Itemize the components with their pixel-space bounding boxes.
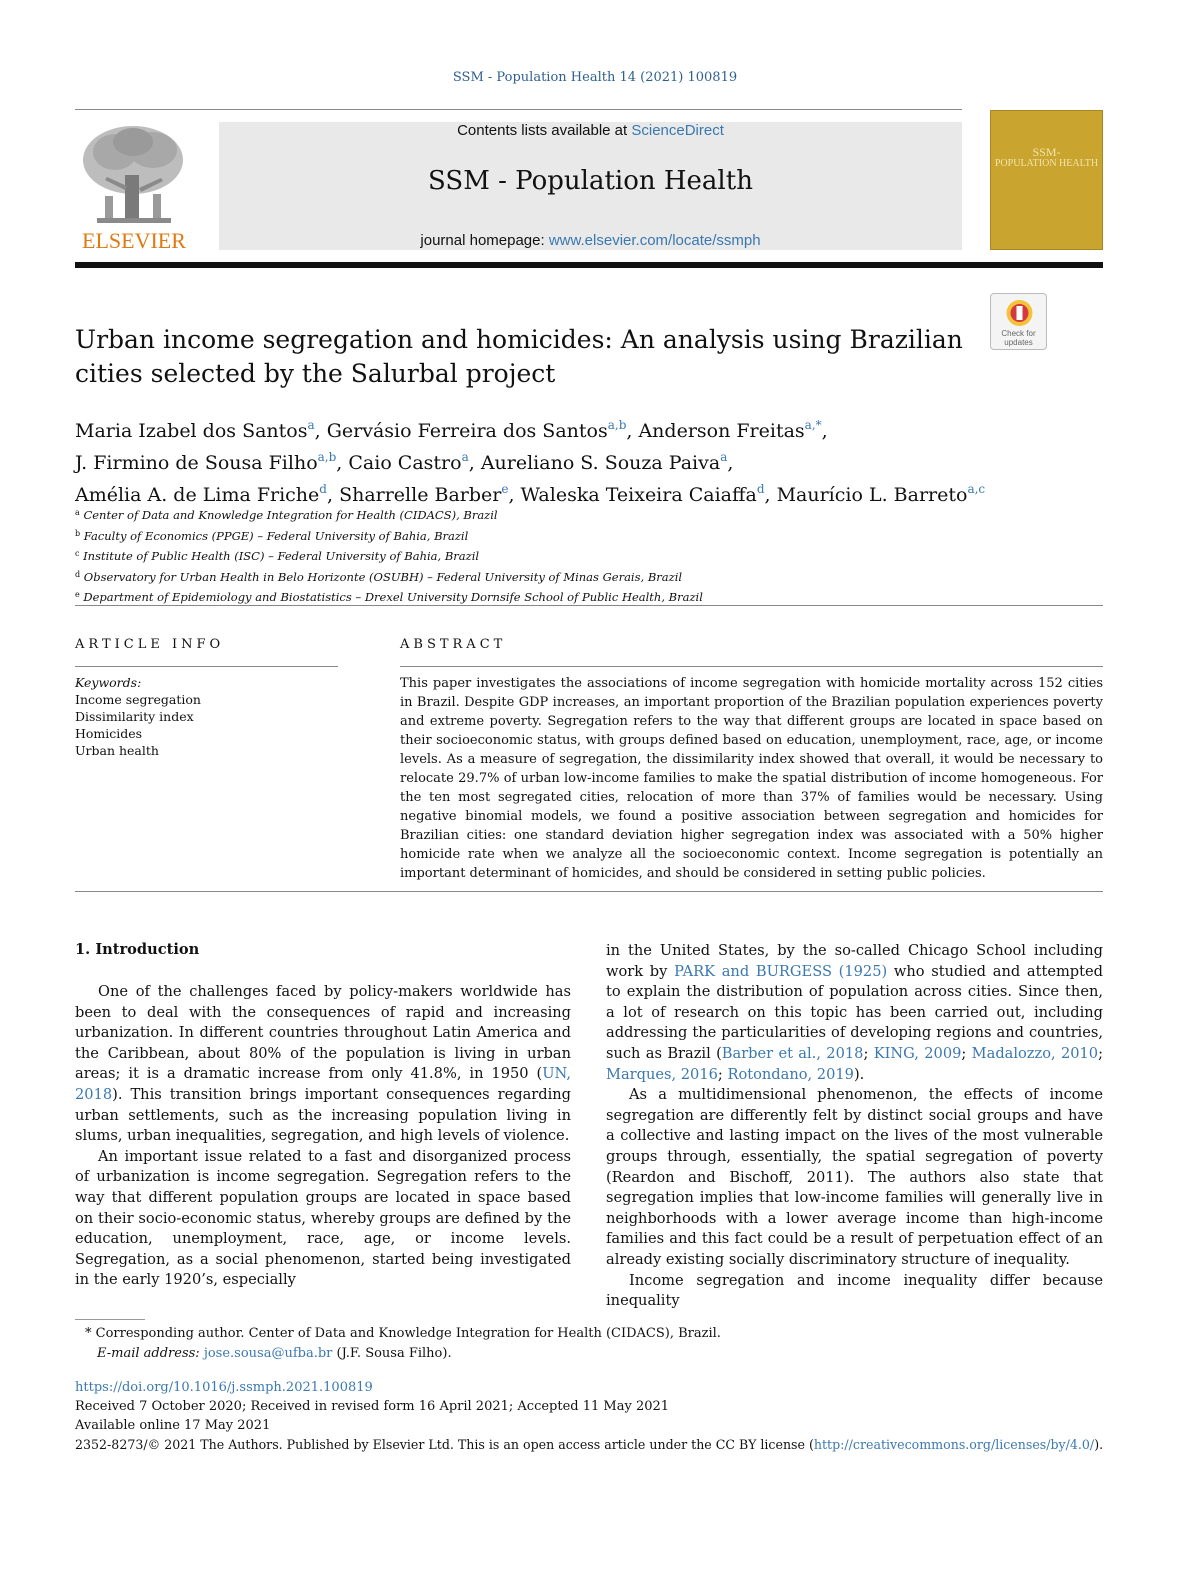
affiliations bbox=[75, 504, 1105, 607]
affiliation-item bbox=[75, 525, 1105, 546]
body-text: ; bbox=[961, 1044, 972, 1062]
crossmark-icon bbox=[991, 296, 1048, 332]
article-info-rule bbox=[75, 666, 338, 667]
elsevier-wordmark: ELSEVIER bbox=[82, 228, 186, 253]
footnote-rule bbox=[75, 1319, 145, 1320]
affiliation-marker: a bbox=[75, 508, 80, 517]
check-for-updates-badge[interactable] bbox=[990, 293, 1047, 350]
author-affiliation-marker[interactable]: a bbox=[307, 418, 315, 432]
author-name[interactable]: , Aureliano S. Souza Paiva bbox=[468, 452, 721, 474]
publication-info bbox=[75, 1378, 1105, 1454]
body-paragraph bbox=[75, 982, 571, 1147]
author-name[interactable]: J. Firmino de Sousa Filho bbox=[75, 452, 318, 474]
abstract-rule bbox=[400, 666, 1103, 667]
body-paragraph bbox=[606, 1085, 1103, 1270]
keywords-label: Keywords: bbox=[75, 675, 142, 690]
affiliation-text: Faculty of Economics (PPGE) – Federal University of Bahia, Brazil bbox=[83, 528, 469, 543]
check-updates-text-1: Check for bbox=[1001, 329, 1036, 338]
author-affiliation-marker[interactable]: a bbox=[720, 450, 728, 464]
abstract-end-rule bbox=[75, 891, 1103, 892]
journal-cover-image[interactable] bbox=[990, 110, 1103, 250]
author-list bbox=[75, 412, 1105, 508]
affiliation-text: Center of Data and Knowledge Integration for Health (CIDACS), Brazil bbox=[83, 508, 498, 522]
body-text: An important issue related to a fast and disorganized process of urbanization is income segregation. Segregation refers to the way that different population groups are located in space based on their socio-economic status, whereby groups are defined by the education, unemployment, race, age, or income levels. Segregation, as a social phenomenon, started being investigated in the early 1920’s, especially bbox=[75, 1147, 571, 1289]
author-affiliation-marker[interactable]: a,* bbox=[804, 418, 822, 432]
author-affiliation-marker[interactable]: a bbox=[461, 450, 469, 464]
citation-link[interactable]: PARK and BURGESS (1925) bbox=[674, 962, 888, 980]
body-text: As a multidimensional phenomenon, the effects of income segregation are differently felt by distinct social groups and have a collective and lasting impact on the lives of the most vulnerable groups through, essentially, the spatial segregation of poverty (Reardon and Bischoff, 2011). The authors also state that segregation implies that low-income families will generally live in neighborhoods with a lower average income than high-income families and this fact could be a result of perpetuation effect of an already existing socially discriminatory structure of inequality. bbox=[606, 1086, 1103, 1268]
introduction-heading: 1. Introduction bbox=[75, 941, 200, 958]
author-name[interactable]: Maria Izabel dos Santos bbox=[75, 420, 308, 442]
body-paragraph bbox=[75, 1147, 571, 1291]
journal-citation[interactable]: SSM - Population Health 14 (2021) 100819 bbox=[452, 70, 738, 85]
body-text: Income segregation and income inequality differ because inequality bbox=[606, 1271, 1103, 1310]
contents-line: Contents lists available at ScienceDirect bbox=[457, 122, 724, 139]
body-text: ; bbox=[863, 1044, 874, 1062]
keyword-item: Homicides bbox=[75, 726, 143, 741]
article-title: Urban income segregation and homicides: An analysis using Brazilian cities selected by the Salurbal project bbox=[75, 325, 963, 388]
keyword-item: Dissimilarity index bbox=[75, 709, 194, 724]
affiliation-item bbox=[75, 566, 1105, 587]
keyword-item: Income segregation bbox=[75, 692, 201, 707]
abstract-heading: ABSTRACT bbox=[400, 637, 507, 652]
journal-title: SSM - Population Health bbox=[428, 166, 753, 196]
author-name[interactable]: , Anderson Freitas bbox=[626, 420, 805, 442]
author-affiliation-marker[interactable]: e bbox=[501, 482, 509, 496]
corresponding-author-note: * Corresponding author. Center of Data and Knowledge Integration for Health (CIDACS), Brazil. bbox=[85, 1326, 721, 1341]
author-name[interactable]: , bbox=[821, 420, 828, 442]
author-name[interactable]: , Gervásio Ferreira dos Santos bbox=[314, 420, 608, 442]
citation-link[interactable]: KING, 2009 bbox=[873, 1044, 962, 1062]
body-text: ). bbox=[853, 1065, 865, 1083]
sciencedirect-link[interactable]: ScienceDirect bbox=[631, 122, 724, 139]
cover-title-2: POPULATION HEALTH bbox=[994, 158, 1099, 169]
author-name[interactable]: , bbox=[727, 452, 734, 474]
header-rule bbox=[75, 109, 962, 110]
email-link[interactable]: jose.sousa@ufba.br bbox=[203, 1346, 333, 1361]
cover-title-1: SSM- bbox=[1032, 145, 1061, 159]
author-affiliation-marker[interactable]: d bbox=[756, 482, 765, 496]
affiliation-text: Institute of Public Health (ISC) – Federal University of Bahia, Brazil bbox=[83, 549, 480, 563]
affiliations-rule bbox=[75, 605, 1103, 606]
article-info-heading: ARTICLE INFO bbox=[75, 637, 225, 652]
body-text: ; bbox=[1098, 1044, 1104, 1062]
body-paragraph bbox=[606, 1271, 1103, 1312]
affiliation-item bbox=[75, 504, 1105, 525]
affiliation-text: Observatory for Urban Health in Belo Horizonte (OSUBH) – Federal University of Minas Gerais, Brazil bbox=[83, 569, 683, 584]
available-online: Available online 17 May 2021 bbox=[75, 1418, 271, 1433]
affiliation-marker: e bbox=[75, 590, 80, 599]
author-affiliation-marker[interactable]: a,c bbox=[967, 482, 986, 496]
keywords-block bbox=[75, 674, 201, 759]
citation-link[interactable]: Rotondano, 2019 bbox=[727, 1065, 854, 1083]
body-column-left bbox=[75, 982, 571, 1291]
email-line: E-mail address: jose.sousa@ufba.br (J.F. Sousa Filho). bbox=[97, 1346, 452, 1361]
affiliation-marker: b bbox=[75, 528, 81, 538]
homepage-link[interactable]: www.elsevier.com/locate/ssmph bbox=[548, 232, 761, 249]
author-affiliation-marker[interactable]: a,b bbox=[607, 418, 627, 432]
check-updates-text-2: updates bbox=[1004, 338, 1033, 347]
keyword-item: Urban health bbox=[75, 743, 159, 758]
header-thick-rule bbox=[75, 262, 1103, 268]
affiliation-marker: d bbox=[75, 569, 81, 579]
affiliation-item bbox=[75, 586, 1105, 607]
body-column-right bbox=[606, 941, 1103, 1312]
body-paragraph bbox=[606, 941, 1103, 1085]
doi-link[interactable]: https://doi.org/10.1016/j.ssmph.2021.100819 bbox=[75, 1380, 373, 1395]
body-text: in the United States, by the so-called Chicago School including work by bbox=[606, 942, 1103, 980]
author-name[interactable]: , Maurício L. Barreto bbox=[764, 484, 968, 506]
author-line bbox=[75, 412, 1105, 444]
footnote bbox=[75, 1324, 1105, 1364]
author-name[interactable]: , Waleska Teixeira Caiaffa bbox=[508, 484, 757, 506]
body-text: One of the challenges faced by policy-makers worldwide has been to deal with the consequences of rapid and increasing urbanization. In different countries throughout Latin America and the Caribbean, about 80% of the population is living in urban areas; it is a dramatic increase from only 41.8%, in 1950 ( bbox=[75, 983, 571, 1083]
author-name[interactable]: , Caio Castro bbox=[336, 452, 462, 474]
citation-link[interactable]: UN, 2018 bbox=[75, 1065, 571, 1103]
citation-link[interactable]: Madalozzo, 2010 bbox=[971, 1044, 1099, 1062]
author-affiliation-marker[interactable]: a,b bbox=[317, 450, 337, 464]
received-dates: Received 7 October 2020; Received in revised form 16 April 2021; Accepted 11 May 2021 bbox=[75, 1399, 670, 1414]
author-name[interactable]: , Sharrelle Barber bbox=[326, 484, 502, 506]
body-text: who studied and attempted to explain the distribution of population across cities. Since then, a lot of research on this topic has been carried out, including addressing the particularities of developing regions and countries, such as Brazil ( bbox=[606, 962, 1103, 1062]
author-name[interactable]: Amélia A. de Lima Friche bbox=[75, 484, 320, 506]
license-line: 2352-8273/© 2021 The Authors. Published by Elsevier Ltd. This is an open access article under the CC BY license (http://creativecommons.org/licenses/by/4.0/). bbox=[75, 1437, 1104, 1452]
body-text: ; bbox=[717, 1065, 728, 1083]
abstract-text: This paper investigates the associations of income segregation with homicide mortality across 152 cities in Brazil. Despite GDP increases, an important proportion of the Brazilian population experiences poverty and extreme poverty. Segregation refers to the way that different groups are located in space based on their socioeconomic status, with groups defined based on education, unemployment, race, age, or income levels. As a measure of segregation, the dissimilarity index showed that overall, it would be necessary to relocate 29.7% of urban low-income families to make the spatial distribution of income homogeneous. For the ten most segregated cities, relocation of more than 37% of families would be necessary. Using negative binomial models, we found a positive association between segregation and homicides for Brazilian cities: one standard deviation higher segregation index was associated with a 50% higher homicide rate when we analyze all the socioeconomic context. Income segregation is potentially an important determinant of homicides, and should be considered in setting public policies. bbox=[400, 676, 1103, 881]
citation-link[interactable]: Marques, 2016 bbox=[606, 1065, 718, 1083]
license-link[interactable]: http://creativecommons.org/licenses/by/4.0/ bbox=[813, 1437, 1095, 1452]
affiliation-marker: c bbox=[75, 549, 80, 558]
citation-link[interactable]: Barber et al., 2018 bbox=[721, 1044, 864, 1062]
body-text: ). This transition brings important consequences regarding urban settlements, such as the increasing population living in slums, urban inequalities, segregation, and high levels of violence. bbox=[75, 1085, 571, 1145]
homepage-line: journal homepage: www.elsevier.com/locate/ssmph bbox=[420, 232, 761, 249]
affiliation-text: Department of Epidemiology and Biostatistics – Drexel University Dornsife School of Public Health, Brazil bbox=[83, 590, 703, 604]
affiliation-item bbox=[75, 545, 1105, 566]
author-affiliation-marker[interactable]: d bbox=[319, 482, 327, 496]
author-line bbox=[75, 444, 1105, 476]
